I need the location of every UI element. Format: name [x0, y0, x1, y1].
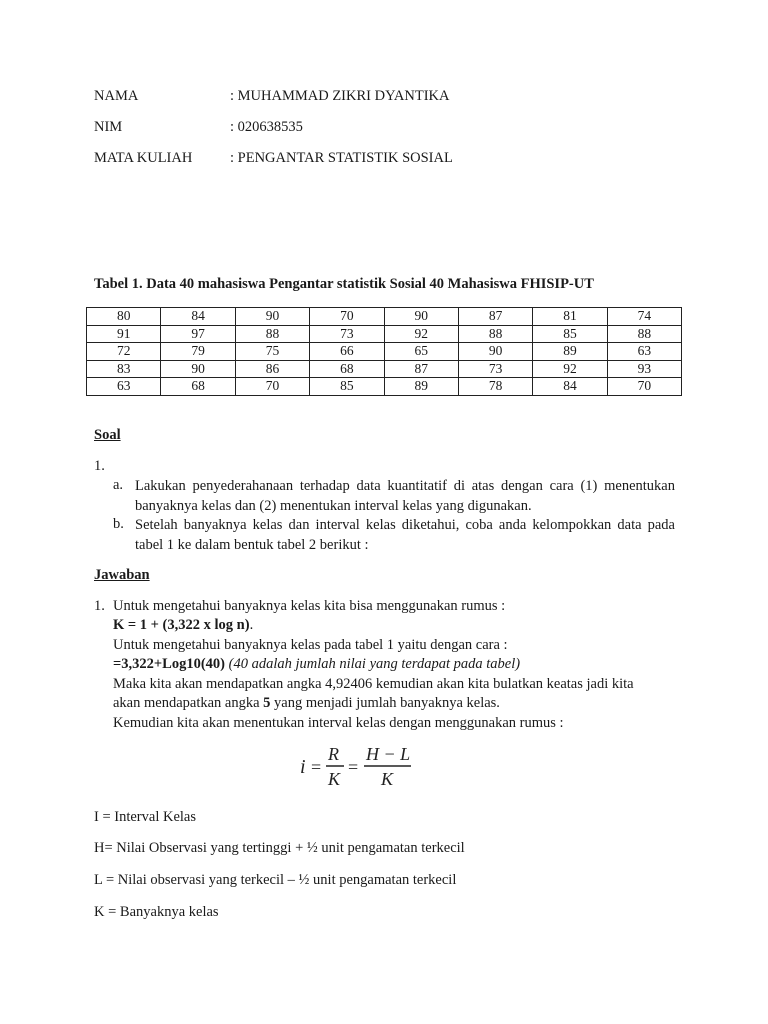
table-cell: 68	[310, 360, 384, 378]
table-cell: 66	[310, 343, 384, 361]
table-cell: 90	[161, 360, 235, 378]
table-cell: 87	[458, 308, 532, 326]
mata-kuliah-label: MATA KULIAH	[94, 150, 193, 166]
jawaban-line-1: Untuk mengetahui banyaknya kelas kita bisa menggunakan rumus :	[113, 598, 506, 614]
table-cell: 83	[87, 360, 161, 378]
calc-line	[113, 656, 520, 673]
table-cell: 91	[87, 325, 161, 343]
table-cell: 84	[161, 308, 235, 326]
line6-bold: 5	[263, 695, 271, 711]
formula-k-line	[113, 617, 253, 634]
mata-kuliah-value: : PENGANTAR STATISTIK SOSIAL	[230, 150, 453, 166]
table-cell: 92	[533, 360, 607, 378]
table-cell: 73	[458, 360, 532, 378]
table-cell: 75	[235, 343, 309, 361]
table-row	[87, 325, 682, 343]
table-cell: 84	[533, 378, 607, 396]
soal-b-marker: b.	[113, 516, 124, 532]
table-cell: 90	[458, 343, 532, 361]
table-caption: Tabel 1. Data 40 mahasiswa Pengantar statistik Sosial 40 Mahasiswa FHISIP-UT	[94, 276, 594, 292]
table-cell: 73	[310, 325, 384, 343]
table-cell: 74	[607, 308, 681, 326]
table-cell: 72	[87, 343, 161, 361]
jawaban-heading: Jawaban	[94, 567, 150, 583]
table-cell: 70	[235, 378, 309, 396]
table-cell: 87	[384, 360, 458, 378]
formula-k-2: K	[381, 769, 394, 789]
table-cell: 80	[87, 308, 161, 326]
formula-eq-2: =	[348, 757, 359, 777]
soal-a-text: Lakukan penyederahanaan terhadap data kuantitatif di atas dengan cara (1) menentukan banyaknya kelas dan (2) menentukan interval kelas yang digunakan.	[135, 478, 675, 514]
table-cell: 70	[310, 308, 384, 326]
table-cell: 93	[607, 360, 681, 378]
table-cell: 68	[161, 378, 235, 396]
table-cell: 63	[87, 378, 161, 396]
soal-number: 1.	[94, 458, 105, 474]
table-cell: 90	[235, 308, 309, 326]
jawaban-line-7: Kemudian kita akan menentukan interval kelas dengan menggunakan rumus :	[113, 715, 564, 731]
table-cell: 97	[161, 325, 235, 343]
table-cell: 88	[235, 325, 309, 343]
table-row	[87, 360, 682, 378]
table-cell: 90	[384, 308, 458, 326]
def-l: L = Nilai observasi yang terkecil – ½ unit pengamatan terkecil	[94, 872, 457, 888]
table-row	[87, 308, 682, 326]
table-cell: 86	[235, 360, 309, 378]
soal-b-text: Setelah banyaknya kelas dan interval kelas diketahui, coba anda kelompokkan data pada tabel 1 ke dalam bentuk tabel 2 berikut :	[135, 517, 675, 553]
table-cell: 89	[384, 378, 458, 396]
calc-note: (40 adalah jumlah nilai yang terdapat pada tabel)	[228, 656, 521, 672]
table-cell: 89	[533, 343, 607, 361]
formula-hl: H − L	[366, 744, 411, 764]
table-cell: 92	[384, 325, 458, 343]
table-row	[87, 343, 682, 361]
soal-a-marker: a.	[113, 477, 124, 493]
def-h: H= Nilai Observasi yang tertinggi + ½ unit pengamatan terkecil	[94, 840, 465, 856]
jawaban-line-5: Maka kita akan mendapatkan angka 4,92406 kemudian akan kita bulatkan keatas jadi kita	[113, 676, 634, 692]
table-cell: 70	[607, 378, 681, 396]
def-i: I = Interval Kelas	[94, 809, 196, 825]
table-cell: 88	[607, 325, 681, 343]
nama-value: : MUHAMMAD ZIKRI DYANTIKA	[230, 88, 450, 104]
nama-label: NAMA	[94, 88, 139, 104]
soal-heading: Soal	[94, 427, 121, 443]
def-k: K = Banyaknya kelas	[94, 904, 219, 920]
table-row	[87, 378, 682, 396]
formula-k-1: K	[328, 769, 341, 789]
line6-post: yang menjadi jumlah banyaknya kelas.	[270, 695, 500, 711]
formula-k: K = 1 + (3,322 x log n)	[113, 617, 250, 633]
formula-k-end: .	[249, 617, 254, 633]
formula-r: R	[328, 744, 339, 764]
nim-label: NIM	[94, 119, 123, 135]
table-cell: 78	[458, 378, 532, 396]
jawaban-line-6	[113, 695, 500, 712]
formula-i: i	[300, 756, 306, 778]
jawaban-number: 1.	[94, 598, 105, 614]
nim-value: : 020638535	[230, 119, 303, 135]
line6-pre: akan mendapatkan angka	[113, 695, 264, 711]
interval-formula	[298, 738, 418, 798]
table-cell: 85	[310, 378, 384, 396]
jawaban-line-3: Untuk mengetahui banyaknya kelas pada tabel 1 yaitu dengan cara :	[113, 637, 508, 653]
table-cell: 81	[533, 308, 607, 326]
table-cell: 85	[533, 325, 607, 343]
table-cell: 65	[384, 343, 458, 361]
data-table	[86, 307, 682, 396]
formula-eq-1: =	[311, 757, 322, 777]
calc-expression: =3,322+Log10(40)	[113, 656, 225, 672]
table-cell: 88	[458, 325, 532, 343]
table-cell: 63	[607, 343, 681, 361]
table-cell: 79	[161, 343, 235, 361]
